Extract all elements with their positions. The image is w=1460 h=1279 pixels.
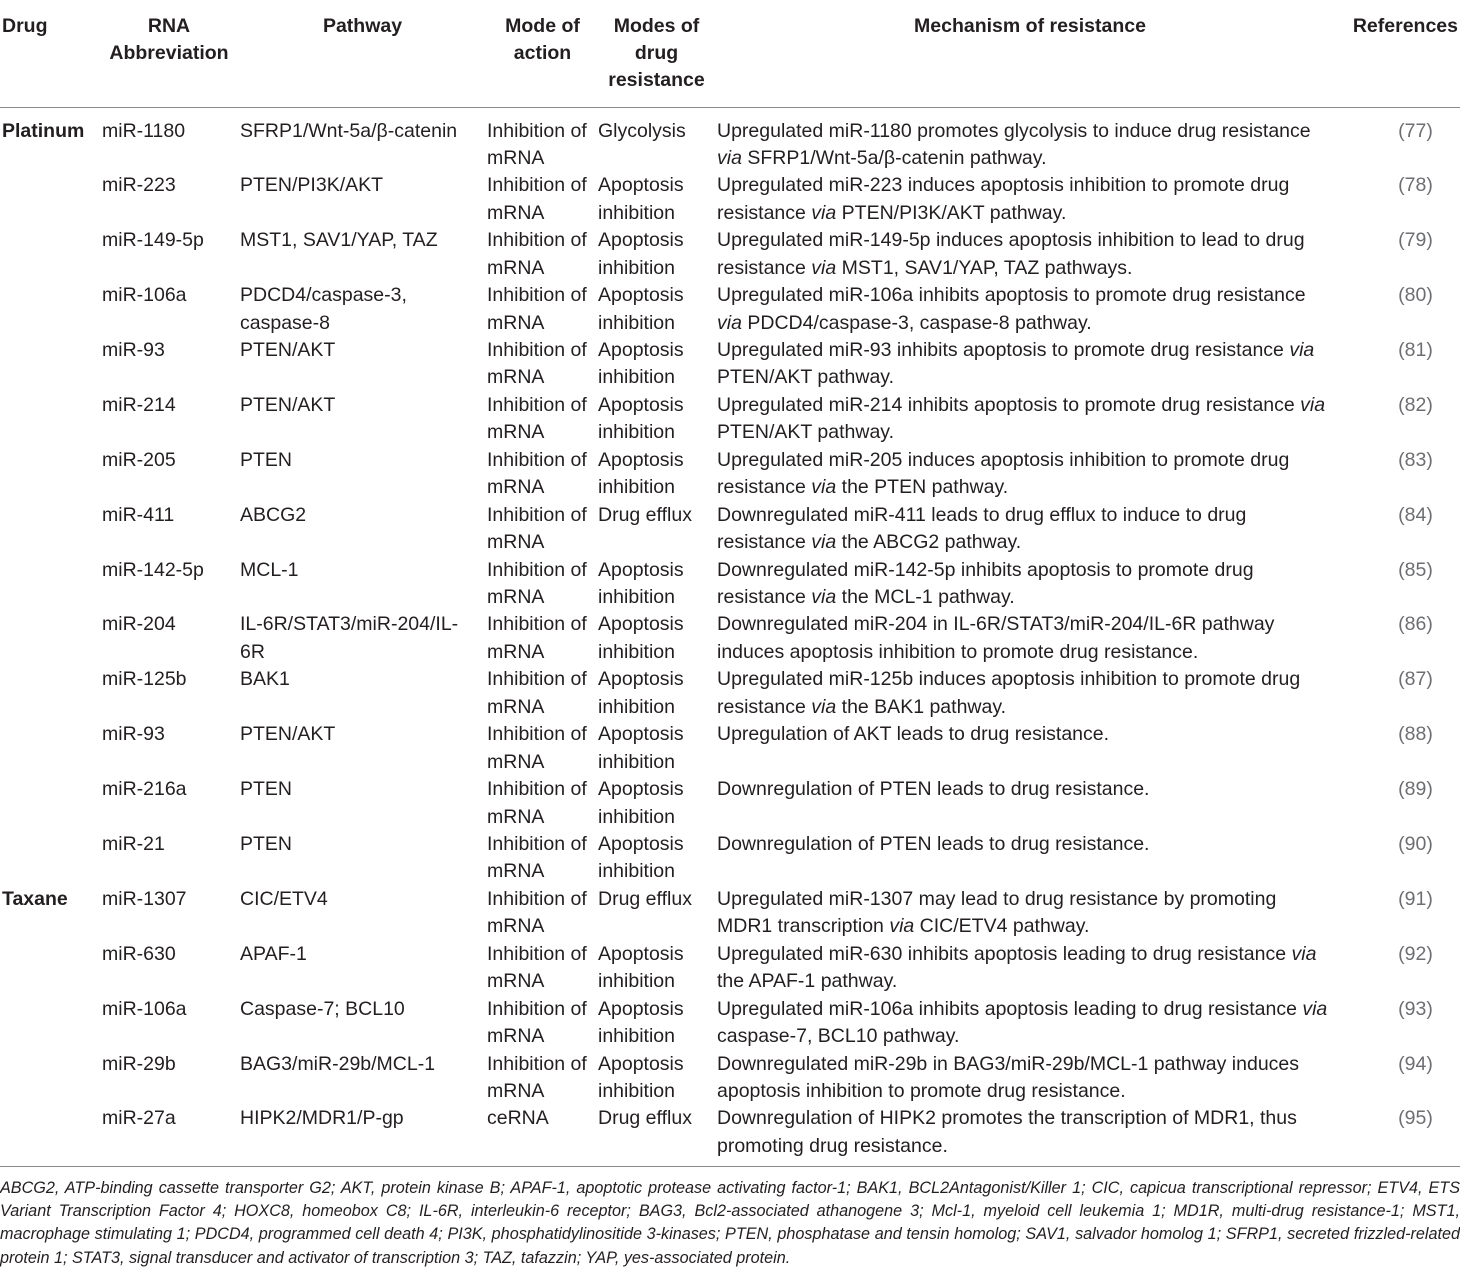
drug-cell [0, 502, 100, 557]
rna-cell: miR-106a [102, 997, 187, 1020]
reference-cell: (78) [1398, 174, 1433, 197]
resistance-mode-cell: Apoptosis inhibition [598, 997, 684, 1048]
mode-of-action-cell: Inhibition of mRNA [487, 558, 587, 608]
mechanism-text: Upregulated miR-214 inhibits apoptosis to promote drug resistance [717, 393, 1301, 416]
pathway-cell: PTEN [240, 778, 293, 801]
mechanism-text: Upregulated miR-630 inhibits apoptosis leading to drug resistance [717, 942, 1292, 965]
header-mechanism: Mechanism of resistance [715, 0, 1345, 107]
mechanism-text-end: the BAK1 pathway. [836, 695, 1007, 718]
mechanism-cell [715, 172, 1345, 227]
reference-cell: (84) [1398, 503, 1433, 526]
pathway-cell: PTEN/AKT [240, 338, 336, 361]
mechanism-cell [715, 886, 1345, 941]
mode-of-action-cell: Inhibition of mRNA [487, 723, 587, 773]
reference-cell: (80) [1398, 284, 1433, 307]
mode-of-action-cell: Inhibition of mRNA [487, 778, 587, 828]
header-modes-of-resistance: Modes of drug resistance [598, 0, 715, 107]
mode-of-action-cell: Inhibition of mRNA [487, 997, 587, 1048]
header-pathway: Pathway [238, 0, 487, 107]
reference-cell: (77) [1398, 119, 1433, 142]
resistance-mode-cell: Apoptosis inhibition [598, 942, 684, 993]
mechanism-italic-text: via [889, 915, 915, 938]
table-row [0, 172, 1460, 227]
mechanism-text-end: the ABCG2 pathway. [836, 531, 1022, 554]
mechanism-text: Upregulated miR-223 induces apoptosis inhibition to promote drug resistance [717, 174, 1290, 224]
mechanism-cell [715, 941, 1345, 996]
mode-of-action-cell: ceRNA [487, 1105, 598, 1166]
table-row [0, 227, 1460, 282]
resistance-mode-cell: Apoptosis inhibition [598, 833, 684, 883]
mechanism-text: Upregulated miR-1307 may lead to drug resistance by promoting MDR1 transcription [717, 887, 1277, 938]
pathway-cell: PTEN/PI3K/AKT [240, 174, 384, 197]
mechanism-cell [715, 776, 1345, 831]
mode-of-action-cell: Inhibition of mRNA [487, 887, 587, 938]
resistance-mode-cell: Apoptosis inhibition [598, 613, 684, 663]
rna-cell: miR-93 [102, 338, 165, 361]
drug-cell [0, 831, 100, 886]
reference-cell: (81) [1398, 338, 1433, 361]
reference-cell: (88) [1398, 723, 1433, 746]
mechanism-text-end: the PTEN pathway. [836, 476, 1009, 499]
pathway-cell: CIC/ETV4 [240, 887, 328, 910]
drug-cell [0, 776, 100, 831]
mechanism-text: Upregulated miR-93 inhibits apoptosis to promote drug resistance [717, 338, 1290, 361]
mechanism-text-end: CIC/ETV4 pathway. [914, 915, 1090, 938]
mechanism-italic-text: via [811, 201, 837, 224]
drug-cell [0, 172, 100, 227]
pathway-cell: PTEN/AKT [240, 723, 336, 746]
drug-cell [0, 1105, 100, 1166]
reference-cell: (91) [1398, 887, 1433, 910]
mode-of-action-cell: Inhibition of mRNA [487, 393, 587, 444]
drug-cell [0, 666, 100, 721]
mechanism-text-end: the APAF-1 pathway. [717, 970, 898, 993]
drug-cell [0, 227, 100, 282]
mechanism-text: Downregulated miR-29b in BAG3/miR-29b/MCL-1 pathway induces apoptosis inhibition to promote drug resistance. [717, 1052, 1300, 1102]
table-row [0, 886, 1460, 941]
mechanism-text: Downregulation of HIPK2 promotes the transcription of MDR1, thus promoting drug resistance. [717, 1107, 1297, 1157]
reference-cell: (79) [1398, 229, 1433, 252]
rna-cell: miR-106a [102, 284, 187, 307]
table-row [0, 337, 1460, 392]
mechanism-italic-text: via [717, 311, 742, 334]
mechanism-cell [715, 666, 1345, 721]
reference-cell: (92) [1398, 942, 1433, 965]
rna-cell: miR-205 [102, 448, 176, 471]
mechanism-text-end: PTEN/AKT pathway. [717, 421, 895, 444]
drug-cell [0, 941, 100, 996]
table-body [0, 107, 1460, 1166]
table-row [0, 1105, 1460, 1166]
resistance-mode-cell: Apoptosis inhibition [598, 778, 684, 828]
mechanism-text-end: SFRP1/Wnt-5a/β-catenin pathway. [741, 146, 1047, 169]
drug-cell [0, 557, 100, 612]
mode-of-action-cell: Inhibition of mRNA [487, 338, 587, 389]
reference-cell: (86) [1398, 613, 1433, 636]
pathway-cell: HIPK2/MDR1/P-gp [238, 1105, 487, 1166]
pathway-cell: APAF-1 [240, 942, 307, 965]
mechanism-text-end: PDCD4/caspase-3, caspase-8 pathway. [741, 311, 1092, 334]
rna-cell: miR-411 [102, 503, 175, 526]
mechanism-text: Upregulated miR-106a inhibits apoptosis to promote drug resistance [717, 284, 1306, 307]
mode-of-action-cell: Inhibition of mRNA [487, 174, 587, 224]
mechanism-italic-text: via [811, 256, 837, 279]
mode-of-action-cell: Inhibition of mRNA [487, 1052, 587, 1102]
mechanism-italic-text: via [717, 146, 742, 169]
mechanism-text: Downregulation of PTEN leads to drug resistance. [717, 778, 1150, 801]
resistance-mode-cell: Apoptosis inhibition [598, 284, 684, 334]
table-row [0, 502, 1460, 557]
resistance-mode-cell: Drug efflux [598, 887, 692, 910]
resistance-mode-cell: Apoptosis inhibition [598, 338, 684, 389]
drug-cell [0, 996, 100, 1051]
table-row [0, 776, 1460, 831]
mode-of-action-cell: Inhibition of mRNA [487, 942, 587, 993]
mechanism-italic-text: via [811, 585, 837, 608]
table-footnote: ABCG2, ATP-binding cassette transporter G2; AKT, protein kinase B; APAF-1, apoptotic protease activating factor-1; BAK1, BCL2Antagonist/Killer 1; CIC, capicua transcriptional repressor; ETV4, ETS Variant Transcription Factor 4; HOXC8, homeobox C8; IL-6R, interleukin-6 receptor; BAG3, Bcl2-associated athanogene 3; Mcl-1, myeloid cell leukemia 1; MD1R, multi-drug resistance-1; MST1, macrophage stimulating 1; PDCD4, programmed cell death 4; PI3K, phosphatidylinositide 3-kinases; PTEN, phosphatase and tensin homolog; SAV1, salvador homolog 1; SFRP1, secreted frizzled-related protein 1; STAT3, signal transducer and activator of transcription 3; TAZ, tafazzin; YAP, yes-associated protein. [0, 1179, 1460, 1267]
pathway-cell: BAG3/miR-29b/MCL-1 [240, 1052, 436, 1075]
mechanism-cell [715, 996, 1345, 1051]
mechanism-text-end: PTEN/AKT pathway. [717, 366, 895, 389]
header-mode-of-action: Mode of action [487, 0, 598, 107]
drug-cell: Taxane [2, 887, 68, 910]
header-references: References [1345, 0, 1460, 107]
table-row [0, 282, 1460, 337]
reference-cell: (94) [1398, 1052, 1433, 1075]
mechanism-cell [715, 337, 1345, 392]
mechanism-text: Upregulation of AKT leads to drug resistance. [717, 723, 1110, 746]
mechanism-cell [715, 227, 1345, 282]
rna-cell: miR-29b [102, 1052, 176, 1075]
drug-cell [0, 282, 100, 337]
reference-cell: (95) [1345, 1105, 1460, 1166]
mechanism-cell [715, 721, 1345, 776]
mechanism-cell [715, 1051, 1345, 1106]
mechanism-text: Downregulated miR-411 leads to drug efflux to induce to drug resistance [717, 503, 1247, 554]
reference-cell: (87) [1398, 668, 1433, 691]
mode-of-action-cell: Inhibition of mRNA [487, 284, 587, 334]
mechanism-text: Upregulated miR-149-5p induces apoptosis inhibition to lead to drug resistance [717, 229, 1305, 279]
mechanism-text: Upregulated miR-125b induces apoptosis inhibition to promote drug resistance [717, 668, 1301, 718]
drug-cell [0, 1051, 100, 1106]
table-row [0, 557, 1460, 612]
resistance-mode-cell: Apoptosis inhibition [598, 393, 684, 444]
drug-cell: Platinum [2, 119, 85, 142]
header-rna-abbreviation: RNA Abbreviation [100, 0, 238, 107]
pathway-cell: BAK1 [240, 668, 290, 691]
mechanism-text-end: MST1, SAV1/YAP, TAZ pathways. [836, 256, 1133, 279]
resistance-mode-cell: Glycolysis [598, 119, 686, 142]
mechanism-cell [715, 107, 1345, 172]
mode-of-action-cell: Inhibition of mRNA [487, 229, 587, 279]
reference-cell: (89) [1398, 778, 1433, 801]
table-row [0, 831, 1460, 886]
resistance-mode-cell: Apoptosis inhibition [598, 448, 684, 499]
rna-cell: miR-21 [102, 833, 165, 855]
reference-cell: (85) [1398, 558, 1433, 581]
mechanism-italic-text: via [811, 476, 837, 499]
mechanism-cell [715, 447, 1345, 502]
header-drug: Drug [0, 0, 100, 107]
mode-of-action-cell: Inhibition of mRNA [487, 119, 587, 169]
resistance-mode-cell: Apoptosis inhibition [598, 723, 684, 773]
mechanism-text: Upregulated miR-106a inhibits apoptosis leading to drug resistance [717, 997, 1303, 1020]
mode-of-action-cell: Inhibition of mRNA [487, 503, 587, 554]
mechanism-italic-text: via [1302, 997, 1328, 1020]
mode-of-action-cell: Inhibition of mRNA [487, 668, 587, 718]
rna-cell: miR-149-5p [102, 229, 204, 252]
table-row [0, 392, 1460, 447]
resistance-mode-cell: Drug efflux [598, 503, 692, 526]
pathway-cell: IL-6R/STAT3/miR-204/IL-6R [240, 613, 459, 663]
rna-cell: miR-93 [102, 723, 165, 746]
mechanism-italic-text: via [811, 695, 837, 718]
drug-cell [0, 392, 100, 447]
table-row [0, 721, 1460, 776]
rna-cell: miR-142-5p [102, 558, 204, 581]
table-row [0, 447, 1460, 502]
mechanism-cell [715, 611, 1345, 666]
resistance-mode-cell: Apoptosis inhibition [598, 1052, 684, 1102]
table-row [0, 1051, 1460, 1106]
mode-of-action-cell: Inhibition of mRNA [487, 833, 587, 883]
mechanism-text-end: caspase-7, BCL10 pathway. [717, 1025, 960, 1048]
resistance-mode-cell: Apoptosis inhibition [598, 668, 684, 718]
pathway-cell: PTEN [240, 833, 293, 855]
resistance-mode-cell: Apoptosis inhibition [598, 174, 684, 224]
table-row [0, 611, 1460, 666]
mechanism-cell [715, 392, 1345, 447]
mechanism-text-end: PTEN/PI3K/AKT pathway. [836, 201, 1067, 224]
drug-cell [0, 611, 100, 666]
drug-cell [0, 447, 100, 502]
reference-cell: (83) [1398, 448, 1433, 471]
mechanism-cell [715, 282, 1345, 337]
header-row [0, 0, 1460, 107]
table-row [0, 666, 1460, 721]
pathway-cell: PDCD4/caspase-3, caspase-8 [240, 284, 407, 334]
mechanism-italic-text: via [1291, 942, 1317, 965]
rna-cell: miR-630 [102, 942, 176, 965]
rna-cell: miR-1180 [102, 119, 186, 142]
resistance-mode-cell: Drug efflux [598, 1105, 715, 1166]
drug-cell [0, 337, 100, 392]
mechanism-text: Upregulated miR-1180 promotes glycolysis to induce drug resistance [717, 119, 1311, 142]
table-header [0, 0, 1460, 107]
rna-cell: miR-214 [102, 393, 176, 416]
resistance-mode-cell: Apoptosis inhibition [598, 229, 684, 279]
drug-cell [0, 721, 100, 776]
resistance-mode-cell: Apoptosis inhibition [598, 558, 684, 608]
mechanism-text: Upregulated miR-205 induces apoptosis inhibition to promote drug resistance [717, 448, 1290, 499]
pathway-cell: Caspase-7; BCL10 [240, 997, 405, 1020]
mode-of-action-cell: Inhibition of mRNA [487, 448, 587, 499]
reference-cell: (82) [1398, 393, 1433, 416]
mechanism-cell [715, 831, 1345, 886]
rna-cell: miR-223 [102, 174, 176, 197]
rna-cell: miR-204 [102, 613, 176, 636]
mechanism-cell [715, 502, 1345, 557]
pathway-cell: MCL-1 [240, 558, 299, 581]
reference-cell: (90) [1398, 833, 1433, 855]
rna-cell: miR-27a [100, 1105, 238, 1166]
reference-cell: (93) [1398, 997, 1433, 1020]
pathway-cell: PTEN/AKT [240, 393, 336, 416]
pathway-cell: MST1, SAV1/YAP, TAZ [240, 229, 438, 252]
mechanism-text: Downregulation of PTEN leads to drug resistance. [717, 833, 1150, 855]
mechanism-text: Downregulated miR-204 in IL-6R/STAT3/miR-204/IL-6R pathway induces apoptosis inhibition to promote drug resistance. [717, 613, 1275, 663]
mode-of-action-cell: Inhibition of mRNA [487, 613, 587, 663]
mechanism-cell [715, 557, 1345, 612]
rna-cell: miR-125b [102, 668, 187, 691]
rna-cell: miR-216a [102, 778, 187, 801]
pathway-cell: ABCG2 [240, 503, 307, 526]
mechanism-text: Downregulated miR-142-5p inhibits apoptosis to promote drug resistance [717, 558, 1254, 608]
table-row [0, 107, 1460, 172]
mechanism-text-end: the MCL-1 pathway. [836, 585, 1015, 608]
pathway-cell: PTEN [240, 448, 293, 471]
mechanism-italic-text: via [1289, 338, 1315, 361]
mechanism-cell [715, 1105, 1345, 1166]
pathway-cell: SFRP1/Wnt-5a/β-catenin [240, 119, 458, 142]
mechanism-italic-text: via [811, 531, 837, 554]
rna-cell: miR-1307 [102, 887, 187, 910]
mechanism-italic-text: via [1300, 393, 1326, 416]
table-row [0, 941, 1460, 996]
table-row [0, 996, 1460, 1051]
